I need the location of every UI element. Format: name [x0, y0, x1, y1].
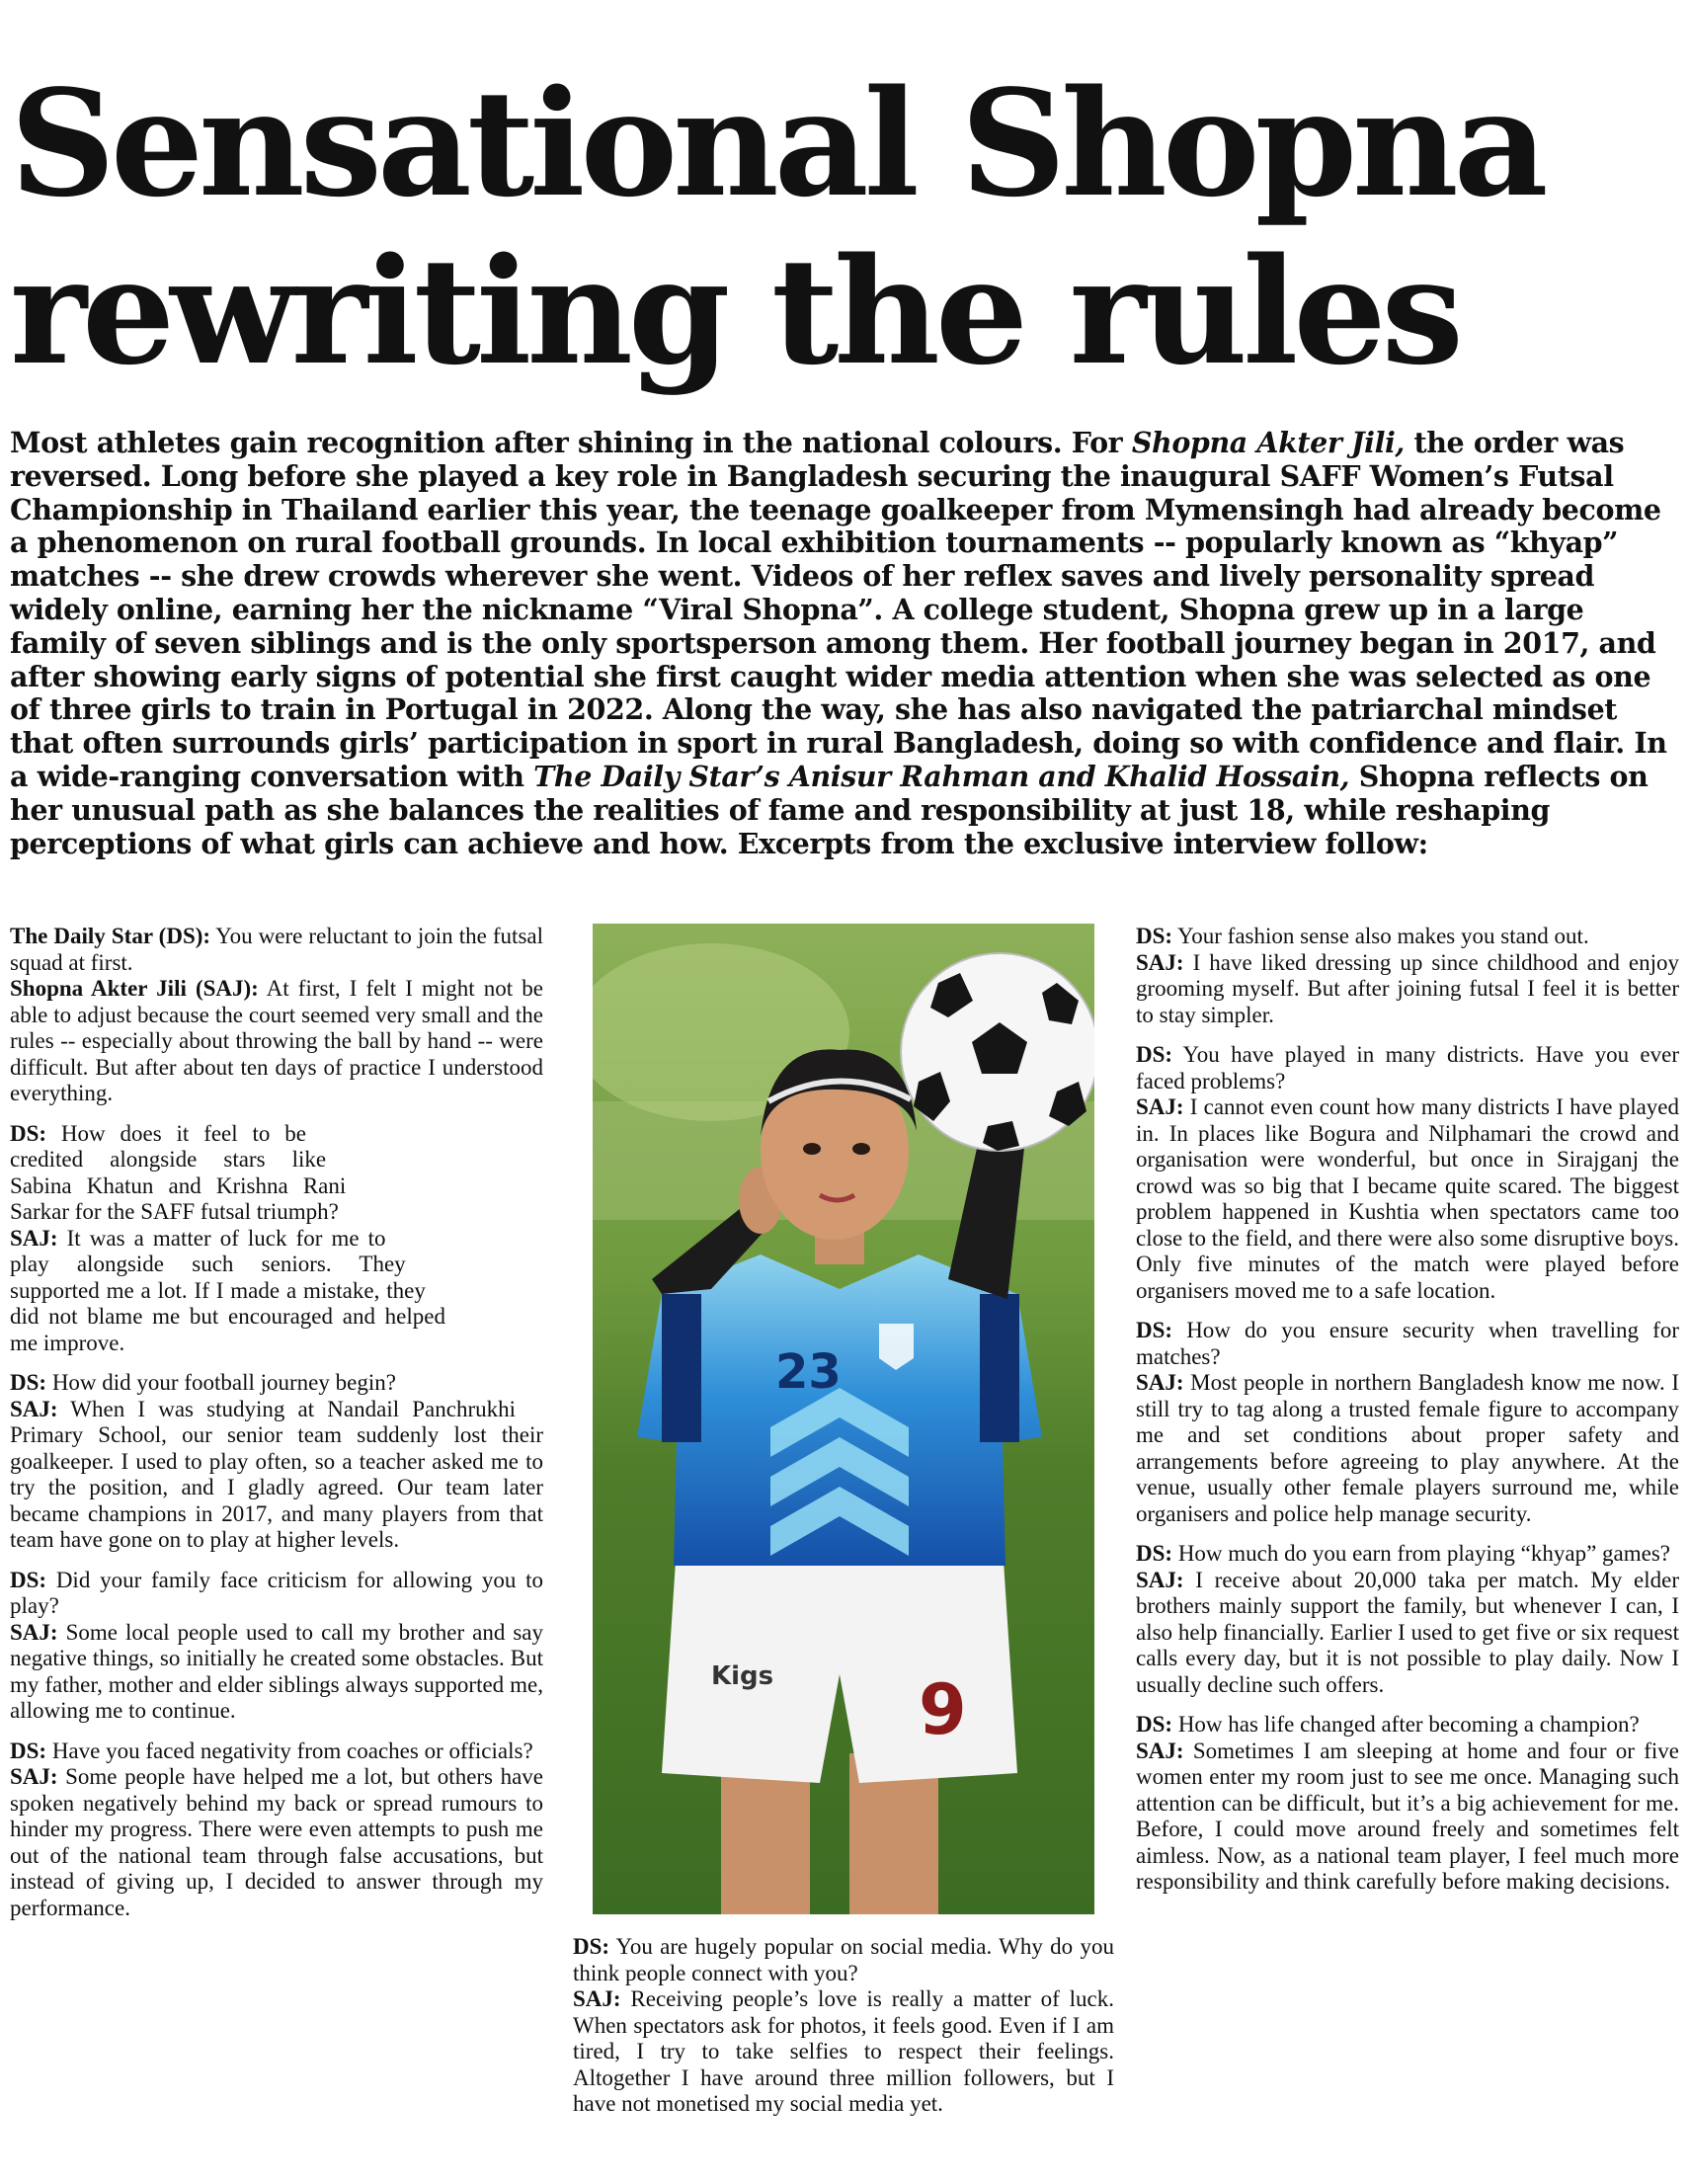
speaker-label: DS: — [1136, 1042, 1173, 1067]
speaker-label: Shopna Akter Jili (SAJ): — [10, 976, 259, 1001]
intro-paragraph — [10, 427, 1679, 860]
speaker-label: DS: — [10, 1738, 47, 1763]
qa-text: You are hugely popular on social media. Why do you think people connect with you? — [573, 1934, 1114, 1985]
shorts-sponsor: Kigs — [711, 1661, 774, 1691]
intro-credit: The Daily Star’s Anisur Rahman and Khalid Hossain, — [533, 759, 1350, 793]
qa-paragraph — [10, 924, 543, 1107]
qa-text: How does it feel to be credited alongside stars like Sabina Khatun and Krishna Rani Sarkar for the SAFF futsal triumph? — [10, 1120, 347, 1224]
qa-text: Most people in northern Bangladesh know me now. I still try to tag along a trusted female figure to accompany me and set conditions about proper safety and arrangements before agreeing to play anywhere. At the venue, usually other female players surround me, while organisers and police help manage security. — [1136, 1370, 1679, 1526]
qa-paragraph — [573, 1934, 1114, 2118]
qa-text: How did your football journey begin? — [46, 1370, 396, 1395]
qa-text: I have liked dressing up since childhood and enjoy grooming myself. But after joining futsal I feel it is better to stay simpler. — [1136, 949, 1679, 1027]
speaker-label: The Daily Star (DS): — [10, 924, 211, 948]
qa-text: Sometimes I am sleeping at home and four or five women enter my room just to see me once. Managing such attention can be difficult, but it’s a big achievement for me. Before, I could move around freely and sometimes felt aimless. Now, as a national team player, I feel much more responsibility and think carefully before making decisions. — [1136, 1738, 1679, 1894]
headline-line-1: Sensational Shopna — [10, 57, 1544, 229]
qa-paragraph — [10, 1370, 543, 1554]
speaker-label: SAJ: — [1136, 949, 1184, 975]
qa-paragraph — [10, 1739, 543, 1922]
qa-paragraph — [1136, 1042, 1679, 1304]
qa-text: You have played in many districts. Have you ever faced problems? — [1136, 1042, 1679, 1093]
qa-paragraph — [1136, 1712, 1679, 1896]
speaker-label: SAJ: — [10, 1225, 58, 1251]
shorts-number: 9 — [919, 1669, 967, 1750]
headline — [10, 59, 1679, 395]
speaker-label: SAJ: — [1136, 1567, 1184, 1592]
qa-text: I receive about 20,000 taka per match. My elder brothers mainly support the family, but whenever I can, I also help financially. Earlier I used to get five or six request calls every day, but it is not possible to play daily. Now I usually decline such offers. — [1136, 1567, 1679, 1697]
qa-text: How do you ensure security when travelling for matches? — [1136, 1318, 1679, 1369]
speaker-label: SAJ: — [1136, 1370, 1184, 1395]
player-photo — [593, 924, 1094, 1914]
speaker-label: SAJ: — [1136, 1094, 1184, 1119]
speaker-label: SAJ: — [573, 1986, 621, 2011]
speaker-label: DS: — [1136, 924, 1173, 948]
qa-text: Receiving people’s love is really a matter of luck. When spectators ask for photos, it feels good. Even if I am tired, I try to take selfies to respect their feelings. Altogether I have around three million followers, but I have not monetised my social media yet. — [573, 1986, 1114, 2116]
intro-text-2: the order was reversed. Long before she played a key role in Bangladesh securing the inaugural SAFF Women’s Futsal Championship in Thailand earlier this year, the teenage goalkeeper from Mymensingh had already become a phenomenon on rural football grounds. In local exhibition tournaments -- popularly known as “khyap” matches -- she drew crowds wherever she went. Videos of her reflex saves and lively personality spread widely online, earning her the nickname “Viral Shopna”. A college student, Shopna grew up in a large family of seven siblings and is the only sportsperson among them. Her football journey began in 2017, and after showing early signs of potential she first caught wider media attention when she was selected as one of three girls to train in Portugal in 2022. Along the way, she has also navigated the patriarchal mindset that often surrounds girls’ participation in sport in rural Bangladesh, doing so with confidence and flair. In a wide-ranging conversation with — [10, 426, 1667, 793]
football — [901, 953, 1094, 1151]
qa-text: Did your family face criticism for allowing you to play? — [10, 1567, 543, 1618]
speaker-label: DS: — [10, 1120, 47, 1146]
interview-column-middle — [573, 1934, 1114, 2124]
qa-text: It was a matter of luck for me to play alongside such seniors. They supported me a lot. If I made a mistake, they did not blame me but encouraged and helped me improve. — [10, 1225, 445, 1355]
headline-line-2: rewriting the rules — [10, 225, 1459, 397]
qa-paragraph — [10, 1568, 543, 1725]
intro-subject-name: Shopna Akter Jili, — [1131, 426, 1405, 459]
intro-text-3: Shopna reflects on her unusual path as she balances the realities of fame and responsibility at just 18, while reshaping perceptions of what girls can achieve and how. Excerpts from the exclusive interview follow: — [10, 759, 1649, 860]
qa-paragraph — [1136, 1541, 1679, 1698]
qa-text: You were reluctant to join the futsal squad at first. — [10, 924, 543, 975]
speaker-label: DS: — [1136, 1318, 1173, 1342]
interview-column-right — [1136, 924, 1679, 1901]
qa-paragraph — [1136, 1318, 1679, 1527]
qa-text: Some local people used to call my brother and say negative things, so initially he created some obstacles. But my father, mother and elder siblings always supported me, allowing me to continue. — [10, 1619, 543, 1723]
speaker-label: SAJ: — [10, 1764, 58, 1789]
speaker-label: DS: — [10, 1567, 47, 1592]
qa-text: Have you faced negativity from coaches or officials? — [46, 1738, 533, 1763]
qa-text: How much do you earn from playing “khyap” games? — [1172, 1541, 1670, 1566]
intro-text-1: Most athletes gain recognition after shining in the national colours. For — [10, 426, 1132, 459]
speaker-label: DS: — [10, 1370, 47, 1395]
speaker-label: DS: — [1136, 1712, 1173, 1737]
qa-text: Some people have helped me a lot, but others have spoken negatively behind my back or spread rumours to hinder my progress. There were even attempts to push me out of the national team through false accusations, but instead of giving up, I decided to answer through my performance. — [10, 1764, 543, 1920]
qa-text: I cannot even count how many districts I have played in. In places like Bogura and Nilphamari the crowd and organisation were wonderful, but once in Sirajganj the crowd was so big that I became quite scared. The biggest problem happened in Kushtia when spectators came too close to the field, and there were also some disruptive boys. Only five minutes of the match were played before organisers moved me to a safe location. — [1136, 1094, 1679, 1303]
speaker-label: SAJ: — [1136, 1738, 1184, 1763]
jersey-number: 23 — [775, 1344, 842, 1400]
qa-paragraph — [1136, 924, 1679, 1028]
qa-text: At first, I felt I might not be able to adjust because the court seemed very small and the rules -- especially about throwing the ball by hand -- were difficult. But after about ten days of practice I understood everything. — [10, 976, 543, 1105]
speaker-label: DS: — [1136, 1541, 1173, 1566]
qa-text: Your fashion sense also makes you stand out. — [1172, 924, 1589, 948]
interview-column-left — [10, 924, 543, 1927]
speaker-label: SAJ: — [10, 1396, 58, 1421]
speaker-label: DS: — [573, 1934, 610, 1959]
speaker-label: SAJ: — [10, 1619, 58, 1645]
qa-text: How has life changed after becoming a champion? — [1172, 1712, 1640, 1737]
qa-text: When I was studying at Nandail Panchrukhi Primary School, our senior team suddenly lost their goalkeeper. I used to play often, so a teacher asked me to try the position, and I gladly agreed. Our team later became champions in 2017, and many players from that team have gone on to play at higher levels. — [10, 1396, 543, 1552]
